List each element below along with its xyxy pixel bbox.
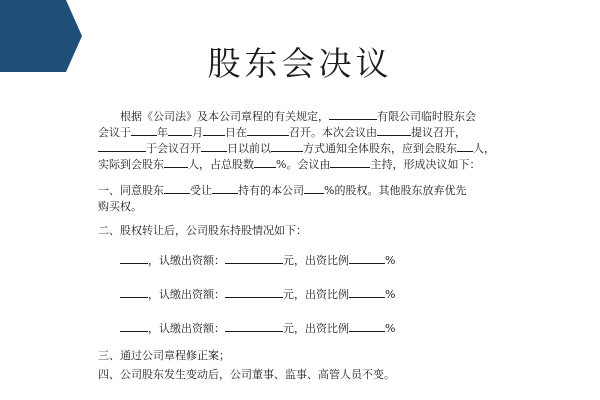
blank-shareholder [120, 252, 148, 264]
blank-attended [164, 156, 188, 168]
blank-amount [225, 320, 283, 332]
intro-text: 于会议召开 [146, 142, 201, 155]
blank-percent [304, 182, 324, 194]
blank-buyer [164, 182, 190, 194]
blank-ratio [349, 320, 385, 332]
blank-seller [212, 182, 238, 194]
shareholder-row [120, 320, 498, 336]
blank-place [247, 124, 289, 136]
row-label: ，认缴出资额： [148, 322, 225, 335]
intro-text: 根据《公司法》及本公司章程的有关规定， [120, 110, 329, 123]
blank-host [330, 156, 370, 168]
blank-shareholder [120, 320, 148, 332]
resolution-item-1 [98, 182, 498, 215]
row-unit: 元，出资比例 [283, 288, 349, 301]
intro-text: 日以前以 [227, 142, 271, 155]
intro-text: 实际到会股东 [98, 158, 164, 171]
intro-text: 提议召开， [411, 126, 466, 139]
intro-text: 日在 [225, 126, 247, 139]
row-label: ，认缴出资额： [148, 254, 225, 267]
blank-people [457, 140, 473, 152]
item-text: 持有的本公司 [238, 184, 304, 197]
intro-text: 年 [157, 126, 168, 139]
intro-text: 人，占总股数 [188, 158, 254, 171]
page-title: 股东会决议 [207, 44, 393, 83]
blank-month [168, 124, 192, 136]
item-text: 购买权。 [98, 200, 142, 213]
blank-days [201, 140, 227, 152]
blank-company [329, 108, 377, 120]
document-body [98, 108, 498, 382]
row-label: ，认缴出资额： [148, 288, 225, 301]
shareholder-row [120, 286, 498, 302]
blank-share [254, 156, 276, 168]
intro-paragraph [98, 140, 498, 156]
blank-amount [225, 286, 283, 298]
blank-shareholder [120, 286, 148, 298]
blank-ratio [349, 252, 385, 264]
row-pct: % [385, 288, 396, 301]
intro-text: 有限公司临时股东会 [377, 110, 476, 123]
intro-text: 会议于 [98, 126, 131, 139]
blank-notice-method [271, 140, 303, 152]
resolution-item-3: 三、通过公司章程修正案； [98, 349, 230, 362]
item-text: %的股权。其他股东放弃优先 [324, 184, 467, 197]
row-unit: 元，出资比例 [283, 322, 349, 335]
intro-text: 方式通知全体股东，应到会股东 [303, 142, 457, 155]
resolution-item-4: 四、公司股东发生变动后，公司董事、监事、高管人员不变。 [98, 368, 395, 381]
blank-day [203, 124, 225, 136]
intro-paragraph [98, 156, 498, 172]
intro-text: 人， [473, 142, 495, 155]
blank-amount [225, 252, 283, 264]
item-text: 受让 [190, 184, 212, 197]
row-pct: % [385, 254, 396, 267]
item-text: 一、同意股东 [98, 184, 164, 197]
intro-text: 召开。本次会议由 [289, 126, 377, 139]
row-unit: 元，出资比例 [283, 254, 349, 267]
intro-paragraph [98, 124, 498, 140]
intro-text: 主持，形成决议如下： [370, 158, 481, 171]
blank-convener [98, 140, 146, 152]
resolution-item-2: 二、股权转让后，公司股东持股情况如下： [98, 224, 307, 237]
blank-year [131, 124, 157, 136]
intro-text: %。会议由 [276, 158, 331, 171]
blank-proposer [377, 124, 411, 136]
shareholder-row [120, 252, 498, 268]
intro-text: 月 [192, 126, 203, 139]
blank-ratio [349, 286, 385, 298]
intro-paragraph [98, 108, 498, 124]
row-pct: % [385, 322, 396, 335]
